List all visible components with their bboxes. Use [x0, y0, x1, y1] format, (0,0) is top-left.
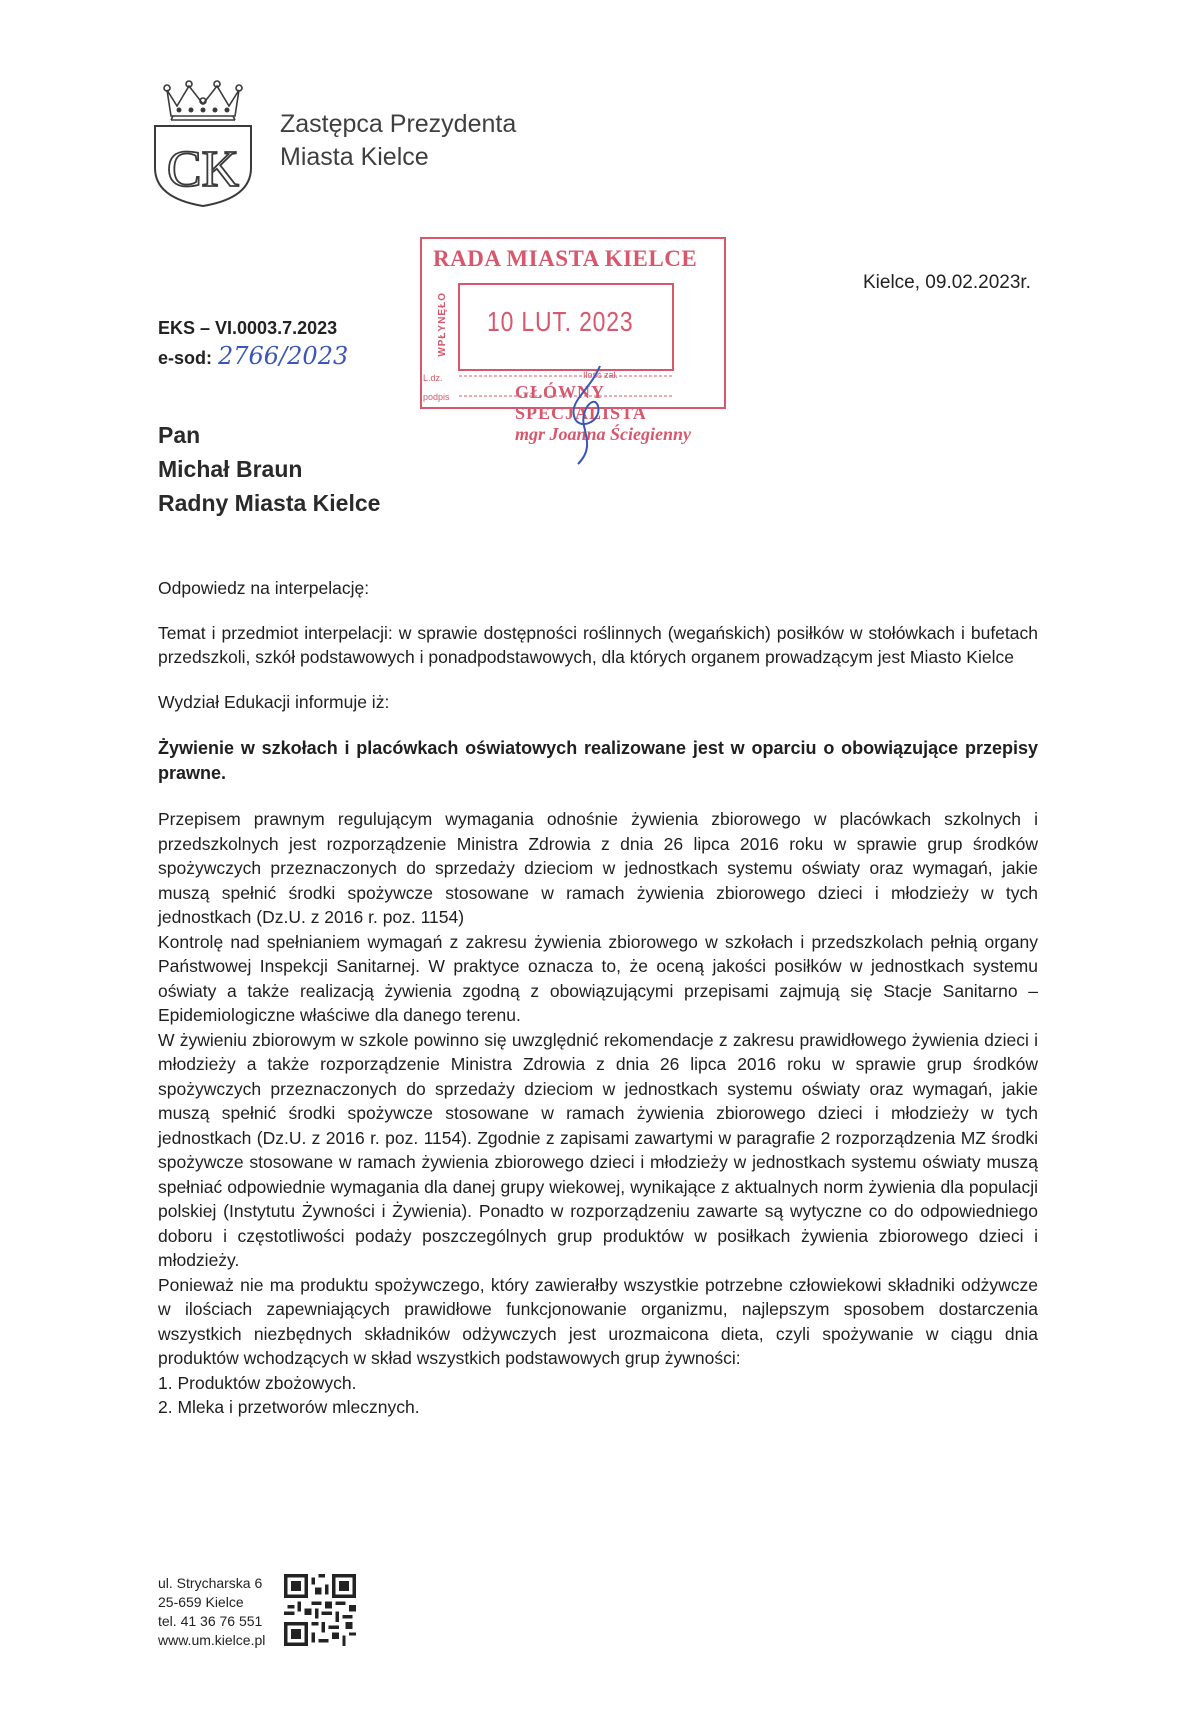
- footer-city: 25-659 Kielce: [158, 1594, 244, 1610]
- footer-street: ul. Strycharska 6: [158, 1575, 263, 1591]
- stamp-received-label: WPŁYNĘŁO: [437, 292, 448, 357]
- letter-body: [158, 576, 1038, 1420]
- paragraph-inspection: Kontrolę nad spełnianiem wymagań z zakresu żywienia zbiorowego w szkołach i przedszkolach pełnią organy Państwowej Inspekcji Sanitarnej. W praktyce oznacza to, że oceną jakości posiłków w jednostkach systemu oświaty a także realizacją żywienia zgodną z obowiązującymi przepisami zajmują się Stacje Sanitarno – Epidemiologiczne właściwe dla danego terenu.: [158, 931, 1038, 1025]
- esod-handwritten-number: 2766/2023: [218, 342, 349, 370]
- reference-block: [158, 314, 348, 372]
- letterhead-title: [280, 108, 516, 174]
- stamp-attachments-label: Ilość zał.: [583, 370, 619, 380]
- bold-statement: Żywienie w szkołach i placówkach oświatowych realizowane jest w oparciu o obowiązujące przepisy prawne.: [158, 738, 1038, 783]
- stamp-date: 10 LUT. 2023: [487, 306, 634, 337]
- paragraph-legal-basis: Przepisem prawnym regulującym wymagania odnośnie żywienia zbiorowego w placówkach szkolnych i przedszkolnych jest rozporządzenie Ministra Zdrowia z dnia 26 lipca 2016 roku w sprawie grup środków spożywczych przeznaczonych do sprzedaży dzieciom w jednostkach systemu oświaty oraz wymagań, jakie muszą spełnić środki spożywcze stosowane w ramach żywienia zbiorowego dzieci i młodzieży w tych jednostkach (Dz.U. z 2016 r. poz. 1154): [158, 809, 1038, 927]
- addressee-block: [158, 418, 380, 520]
- paragraph-diet: Ponieważ nie ma produktu spożywczego, który zawierałby wszystkie potrzebne człowiekowi składniki odżywcze w ilościach zapewniających prawidłowe funkcjonowanie organizmu, najlepszym sposobem dostarczenia wszystkich niezbędnych składników odżywczych jest urozmaicona dieta, czyli spożywanie w ciągu dnia produktów wchodzących w skład wszystkich podstawowych grup żywności:: [158, 1274, 1038, 1368]
- addressee-line2: Michał Braun: [158, 456, 303, 482]
- letterhead-title-line2: Miasta Kielce: [280, 143, 429, 171]
- city-crest-logo: [147, 76, 259, 208]
- case-number: EKS – VI.0003.7.2023: [158, 318, 338, 338]
- department-line: Wydział Edukacji informuje iż:: [158, 691, 390, 712]
- intro-line: Odpowiedz na interpelację:: [158, 578, 370, 598]
- addressee-line3: Radny Miasta Kielce: [158, 490, 381, 516]
- stamp-role: GŁÓWNY SPECJALISTA: [515, 382, 647, 423]
- stamp-name: mgr Joanna Ściegienny: [515, 424, 692, 444]
- letterhead-title-line1: Zastępca Prezydenta: [280, 110, 517, 138]
- stamp-signature-label: podpis: [423, 392, 450, 402]
- subject-paragraph: Temat i przedmiot interpelacji: w sprawie dostępności roślinnych (wegańskich) posiłków w stołówkach i bufetach przedszkoli, szkół podstawowych i ponadpodstawowych, dla których organem prowadzącym jest Miasto Kielce: [158, 622, 1038, 667]
- letter-date: Kielce, 09.02.2023r.: [863, 272, 1031, 293]
- paragraph-recommendations: W żywieniu zbiorowym w szkole powinno się uwzględnić rekomendacje z zakresu prawidłowego żywienia dzieci i młodzieży a także rozporządzenie Ministra Zdrowia z dnia 26 lipca 2016 roku w sprawie grup środków spożywczych przeznaczonych do sprzedaży dzieciom w jednostkach systemu oświaty oraz wymagań, jakie muszą spełnić środki spożywcze stosowane w ramach żywienia zbiorowego dzieci i młodzieży w tych jednostkach (Dz.U. z 2016 r. poz. 1154). Zgodnie z zapisami zawartymi w paragrafie 2 rozporządzenia MZ środki spożywcze stosowane w ramach żywienia zbiorowego dzieci i młodzieży w jednostkach systemu oświaty muszą spełniać odpowiednie wymagania dla danej grupy wiekowej, wynikające z aktualnych norm żywienia dla populacji polskiej (Instytutu Żywności i Żywienia). Ponadto w rozporządzeniu zawarte są wytyczne co do odpowiedniego doboru i częstotliwości podaży poszczególnych grup produktów w posiłkach żywienia zbiorowego dzieci i młodzieży.: [158, 1029, 1038, 1270]
- footer-website: www.um.kielce.pl: [158, 1632, 266, 1648]
- footer-contact: [158, 1574, 265, 1650]
- qr-code-icon: [284, 1574, 356, 1646]
- esod-line: [158, 342, 348, 372]
- handwritten-signature: [540, 360, 620, 470]
- stamp-title: RADA MIASTA KIELCE: [433, 246, 698, 271]
- footer-phone: tel. 41 36 76 551: [158, 1613, 263, 1629]
- crest-letters: CK: [166, 141, 240, 198]
- esod-label: e-sod:: [158, 348, 212, 368]
- list-item: 1. Produktów zbożowych.: [158, 1372, 357, 1393]
- list-item: 2. Mleka i przetworów mlecznych.: [158, 1397, 420, 1417]
- addressee-line1: Pan: [158, 422, 201, 448]
- stamp-ldz-label: L.dz.: [423, 373, 443, 383]
